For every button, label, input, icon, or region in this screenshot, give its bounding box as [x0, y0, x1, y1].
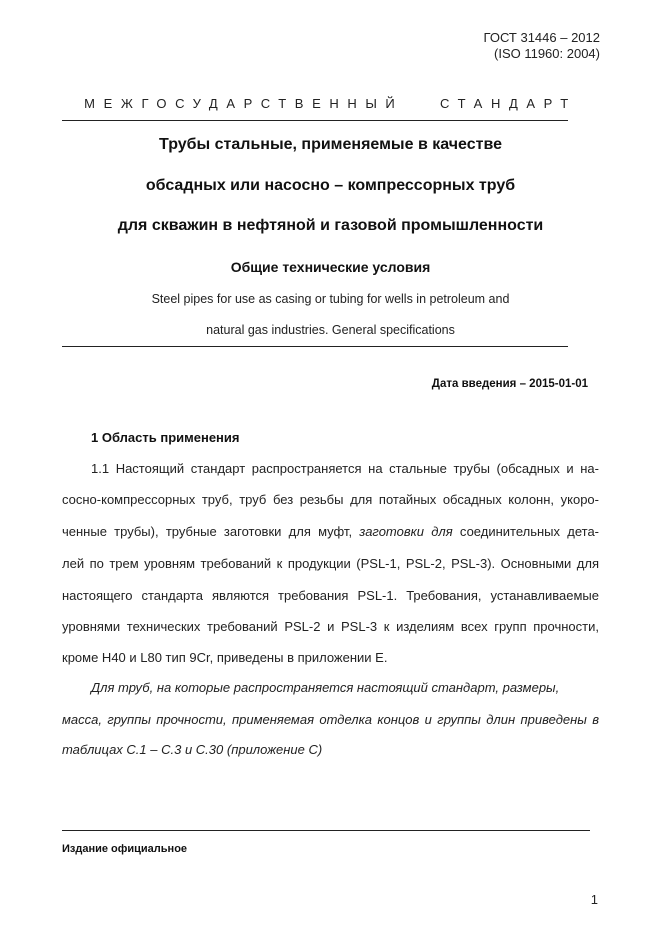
gost-code: ГОСТ 31446 – 2012: [483, 30, 600, 45]
paragraph-line: 1.1 Настоящий стандарт распространяется на стальные трубы (обсадных и на-: [91, 461, 599, 476]
header-divider: [62, 120, 568, 121]
page-number: 1: [590, 892, 598, 907]
paragraph-line: лей по трем уровням требований к продукции (PSL-1, PSL-2, PSL-3). Основными для: [62, 556, 599, 571]
paragraph-text: соединительных дета-: [452, 524, 599, 539]
paragraph-line: уровнями технических требований PSL-2 и PSL-3 к изделиям всех групп прочности,: [62, 619, 599, 634]
english-title-line-2: natural gas industries. General specifications: [206, 323, 455, 337]
standard-kind-label: МЕЖГОСУДАРСТВЕННЫЙ СТАНДАРТ: [84, 96, 577, 111]
title-divider: [62, 346, 568, 347]
edition-label: Издание официальное: [62, 843, 188, 855]
paragraph-line: сосно-компрессорных труб, труб без резьбы для потайных обсадных колонн, укоро-: [62, 492, 599, 507]
paragraph-emphasis: заготовки для: [359, 524, 453, 539]
title-line-2: обсадных или насосно – компрессорных труб: [145, 177, 516, 194]
paragraph-text: ченные трубы), трубные заготовки для муфт,: [62, 524, 360, 539]
italic-paragraph-line: Для труб, на которые распространяется настоящий стандарт, размеры,: [91, 680, 560, 695]
footer-divider: [62, 830, 590, 831]
introduction-date: Дата введения – 2015-01-01: [431, 378, 588, 390]
document-code-block: [484, 30, 600, 62]
document-subtitle: Общие технические условия: [230, 259, 431, 275]
title-line-3: для скважин в нефтяной и газовой промышленности: [117, 217, 544, 234]
iso-code: (ISO 11960: 2004): [494, 46, 600, 61]
paragraph-line: кроме Н40 и L80 тип 9Cr, приведены в приложении Е.: [62, 650, 388, 665]
paragraph-line-mixed: [62, 524, 599, 539]
title-line-1: Трубы стальные, применяемые в качестве: [159, 136, 502, 153]
italic-paragraph-line: таблицах С.1 – С.3 и С.30 (приложение С): [62, 742, 323, 757]
section-heading: 1 Область применения: [91, 430, 240, 445]
italic-paragraph-line: масса, группы прочности, применяемая отделка концов и группы длин приведены в: [62, 712, 599, 727]
english-title-line-1: Steel pipes for use as casing or tubing for wells in petroleum and: [151, 292, 510, 306]
paragraph-line: настоящего стандарта являются требования PSL-1. Требования, устанавливаемые: [62, 588, 599, 603]
